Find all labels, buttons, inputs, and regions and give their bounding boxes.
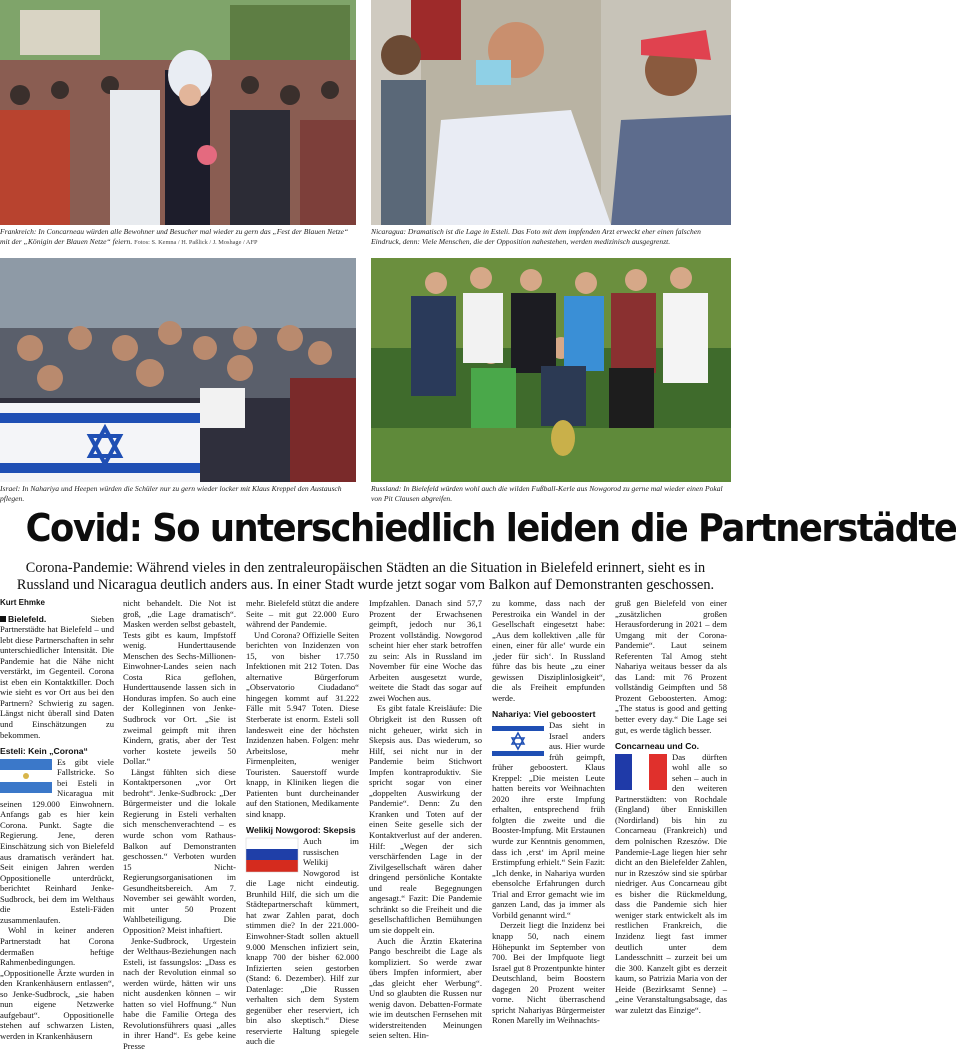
- c5-paragraph-b: Derzeit liegt die Inzidenz bei knapp 50, nach einem Höhepunkt im September von 700. Bei der Impfquote liegt Israel gut 8 Prozentpunkte hinter Deutschland, beim Boostern dagegen 20 Prozent weiter vorne. Nicht überraschend spricht Nahariyas Bürgermeister Ronen Marelly im Weihnachts-: [492, 920, 605, 1026]
- c1-lead-text: Sieben Partnerstädte hat Bielefeld – und lebt diese Partnerschaften in sehr unterschiedlicher Intensität. Die Pandemie hat die Nähe nicht verstärkt, im Gegenteil. Corona ist eben ein Kontaktkiller. Doch wie sieht es vor Ort aus bei den Partnern? Schwierig zu sagen. Längst nicht überall sind Daten und Einschätzungen zu bekommen.: [0, 613, 114, 740]
- c4-paragraph-c: Auch die Ärztin Ekaterina Pango beschreibt die Lage als kompliziert. So werde zwar übers Impfen informiert, aber „das gleicht eher Werbung“. Und so glaubten die Russen nur wenig davon. Debatten-Formate wie im deutschen Fernsehen mit widerstreitenden Meinungen seien selten. Hin-: [369, 935, 482, 1041]
- c3-paragraph-a: mehr. Bielefeld stützt die andere Seite – mit gut 22.000 Euro während der Pandemie.: [246, 598, 359, 630]
- column-6: [615, 598, 727, 1024]
- israel-flag-icon: [492, 722, 544, 760]
- headline: Covid: So unterschiedlich leiden die Partnerstädte: [25, 506, 956, 550]
- caption-israel-text: Israel: In Nahariya und Heepen würden die Schüler nur zu gern wieder locker mit Klaus Kreppel den Austausch pflegen.: [0, 484, 342, 503]
- caption-russland-text: Russland: In Bielefeld würden wohl auch die wilden Fußball-Kerle aus Nowgorod zu gerne mal wieder einen Pokal von Pit Clausen abgreifen.: [371, 484, 723, 503]
- section-heading-nahariya: Nahariya: Viel geboostert: [492, 709, 596, 720]
- caption-russland: [371, 484, 731, 503]
- caption-france: [0, 227, 356, 247]
- photo-esteli-vaccination: [371, 0, 731, 225]
- photo-concarneau-festival: [0, 0, 356, 225]
- column-3: [246, 598, 359, 1047]
- caption-france-text: Frankreich: In Concarneau würden alle Bewohner und Besucher mal wieder zu gern das „Fest der Blauen Netze“ mit der „Königin der Blauen Netze“ feiern.: [0, 227, 349, 246]
- bullet-icon: [0, 616, 6, 622]
- section-heading-nowgorod: Welikij Nowgorod: Skepsis: [246, 825, 356, 836]
- caption-israel: [0, 484, 356, 503]
- photo-credit: Fotos: S. Kemna / H. Paßlick / J. Moshage / AFP: [134, 238, 258, 246]
- c6-concarneau-text: Das dürften wohl alle so sehen – auch in den weiteren Partnerstädten: von Rochdale (England) über Enniskillen (Nordirland) bis hin zu Concarneau (Frankreich) und dem polnischen Rzeszów. Die Pandemie-Lage liegen hier sehr dicht an den Bielefelder Zahlen, nur in Rzeszów sind sie spürbar niedriger. Aus Concarneau gibt es bisher die Rückmeldung, dass die Pandemie sich hier weniger stark entwickelt als im restlichen Frankreich, die Inzidenz liegt fast immer deutlich unter dem Landesschnitt – zurzeit bei um die 300. Kanzelt gibt es derzeit kaum, so Patrizia Maria von der Heide (Bezirksamt Senne) – „eine Veranstaltungsabsage, das war zuletzt das Einzige“.: [615, 751, 727, 1015]
- lead-city: Bielefeld.: [8, 613, 47, 624]
- column-5: [492, 598, 605, 1024]
- russia-flag-icon: [246, 838, 298, 872]
- c4-paragraph-b: Es gibt fatale Kreisläufe: Die Obrigkeit ist den Russen oft nicht geheuer, wirkt sich in Skepsis aus. Das wiederum, so Hilf, sei nicht nur in der Pandemie beim Stichwort Impfen kontraproduktiv. Sie spricht sogar von einer „doppelten Auswirkung der Pandemie“. Denn: Zu den Kranken und Toten auf der einen Seite geselle sich der Kontaktverlust auf der anderen. Hilf: „Wegen der sich verschärfenden Lage in der Zivilgesellschaft wären daher dringend persönliche Kontakte und reale Begegnungen angesagt.“ Fazit: Die Pandemie schränkt so die Freiheit und die gesellschaftlichen Bemühungen um sie doppelt ein.: [369, 703, 482, 935]
- subheadline: Corona-Pandemie: Während vieles in den zentraleuropäischen Städten an die Situation in Bielefeld erinnert, sieht es in Russland und Nicaragua deutlich anders aus. In einer Stadt wurde jetzt sogar vom Balkon auf Demonstranten geschossen.: [16, 560, 715, 593]
- c4-paragraph-a: Impfzahlen. Danach sind 57,7 Prozent der Erwachsenen geimpft, jedoch nur 36,1 Prozent vollständig. Nowgorod scheint hier eher stark betroffen zu sein: Als in Russland im November für eine Woche das Arbeiten ausgesetzt wurde, weitete die Stadt das sogar auf zwei Wochen aus.: [369, 598, 482, 703]
- section-heading-esteli: Esteli: Kein „Corona“: [0, 746, 88, 757]
- column-2: [123, 598, 236, 1051]
- c1-esteli-text: Es gibt viele Fallstricke. So bei Esteli in Nicaragua mit seinen 129.000 Einwohnern. Anfangs gab es hier kein Corona. Punkt. Sagte die Regierung. Jene, deren Einschätzung sich von Bielefeld aus dramatisch verändert hat. Seit einigen Jahren werden Oppositionelle unterdrückt, berichtet Reinhard Jenke-Sudbrock, bei dem im Welthaus die Esteli-Fäden zusammenlaufen.: [0, 756, 114, 925]
- column-1: [0, 598, 114, 1041]
- c3-nowgorod-text: Auch im russischen Welikij Nowgorod ist die Lage nicht eindeutig. Brunhild Hilf, die sich um die Städtepartnerschaft kümmert, hat zwar Zahlen parat, doch stimmen die? In der 221.000-Einwohner-Stadt sollen aktuell 9.000 Menschen infiziert sein, knapp 700 der bisher 62.000 Infizierten seien gestorben (Stand: 6. Dezember). Hilf zur Datenlage: „Die Russen verhalten sich dem System gegenüber eher reserviert, ich bin also skeptisch.“ Diese reservierte Haltung spiegele auch die: [246, 836, 359, 1047]
- c2-paragraph-c: Jenke-Sudbrock, Urgestein der Welthaus-Beziehungen nach Esteli, ist fassungslos: „Dass es nach der Revolution einmal so werden würde, hätten wir uns nicht ausdenken können – wir hatten so viel Hoffnung.“ Nun habe die Familie Ortega des Revolutionsführers quasi „alles in ihrer Hand“. Es gebe keine Presse: [123, 935, 236, 1051]
- section-heading-concarneau: Concarneau und Co.: [615, 741, 700, 752]
- c1-paragraph-b: Wohl in keiner anderen Partnerstadt hat Corona dermaßen heftige Rahmenbedingungen. „Oppositionelle Ärzte wurden in den Krankenhäusern entlassen“, so Jenke-Sudbrock, „sie haben nun eigene Netzwerke aufgebaut“. Oppositionelle stehen auf schwarzen Listen, werden in Krankenhäusern: [0, 925, 114, 1041]
- author: Kurt Ehmke: [0, 598, 45, 607]
- nicaragua-flag-icon: [0, 759, 52, 793]
- c5-nahariya-text: Das sieht in Israel anders aus. Hier wurde früh geimpft, früher geboostert. Klaus Kreppel: „Die meisten Leute hatten bereits vor Weihnachten 2020 ihre erste Impfung erhalten, entsprechend früh folgten die zweite und die Booster-Impfung. Mit Erstaunen wurde zur Kenntnis genommen, dass ich ‚erst‘ im April meine Erstimpfung erhielt.“ Sein Fazit: „Ich denke, in Nahariya wurden ebensolche Erfahrungen durch Trial and Error gemacht wie im ganzen Land, das ja immer als Vorbild genannt wird.“: [492, 720, 605, 920]
- c2-paragraph-b: Längst fühlten sich diese Kontaktpersonen „vor Ort bedroht“. Jenke-Sudbrock: „Der Bürgermeister und die lokale Regierung in Esteli verhalten sich menschenverachtend – es wurde schon vom Rathaus-Balkon auf Demonstranten geschossen.“ Verboten wurden 15 Nicht-Regierungsorganisationen im Gesundheitsbereich. Am 7. November sei gewählt worden, mit unter 50 Prozent Wahlbeteiligung. Die Opposition? Meist inhaftiert.: [123, 766, 236, 935]
- c5-nahariya-paragraph: [492, 720, 605, 920]
- caption-nicaragua-text: Nicaragua: Dramatisch ist die Lage in Esteli. Das Foto mit dem impfenden Arzt erweckt eher einen falschen Eindruck, denn: Viele Menschen, die der Opposition nahestehen, werden medizinisch ausgegrenzt.: [371, 227, 701, 246]
- c3-paragraph-b: Und Corona? Offizielle Seiten berichten von Inzidenzen von 15, von bisher 17.750 Infektionen mit 212 Toten. Das alternative Bürgerforum „Observatorio Ciudadano“ hingegen kommt auf 31.222 Fälle mit 5.947 Toten. Diese Sterberate ist enorm. Esteli soll landesweit eine der höchsten Inzidenzen haben. Folgen: mehr Arbeitslose, mehr Firmenpleiten, weniger Touristen. Sauerstoff wurde knapp, in Kliniken liegen die Patienten bunt durcheinander auf den Stationen, Medikamente sind knapp.: [246, 629, 359, 819]
- c6-paragraph-a: gruß gen Bielefeld von einer „zusätzlichen großen Herausforderung in 2021 – dem Umgang mit der Corona-Pandemie“. Laut seinem Referenten Tal Amog steht Nahariya weitaus besser da als das Land: mit 76 Prozent vollständig Geimpften und 58 Prozent Geboosterten. Amog: „The status is good and getting better every day.“ Die Lage sei gut, es werde täglich besser.: [615, 598, 727, 735]
- france-flag-icon: [615, 754, 667, 790]
- c3-nowgorod-paragraph: [246, 836, 359, 1047]
- column-4: [369, 598, 482, 1041]
- c2-paragraph-a: nicht behandelt. Die Not ist groß, „die Lage dramatisch“. Masken werden selbst gebastelt, Tests gibt es kaum, Impfstoff wenig. Hunderttausende Menschen des Sechs-Millionen-Einwohner-Landes seien nach Costa Rica geflohen, Hunderttausende lassen sich in Honduras impfen. So auch eine der Kolleginnen von Jenke-Sudbrock vor Ort. „Sie ist zweimal geimpft mit ihren Kindern, gratis, aber der Test vorher kostete jeweils 50 Dollar.“: [123, 598, 236, 767]
- lead-paragraph: [0, 614, 114, 741]
- photo-nowgorod-football: [371, 258, 731, 482]
- c6-concarneau-paragraph: [615, 752, 727, 1016]
- photo-nahariya-students: [0, 258, 356, 482]
- caption-nicaragua: [371, 227, 731, 246]
- c1-esteli-paragraph: [0, 757, 114, 926]
- c5-paragraph-a: zu komme, dass nach der Perestroika ein Wandel in der Gesellschaft eingesetzt habe: „Aus dem kollektiven ‚alle für einen, einer für alle‘ wurde ein ‚jeder für sich‘. In Russland führe das bis heute „zu einer gewissen Disziplinlosigkeit“, die als Freiheit empfunden werde.: [492, 598, 605, 703]
